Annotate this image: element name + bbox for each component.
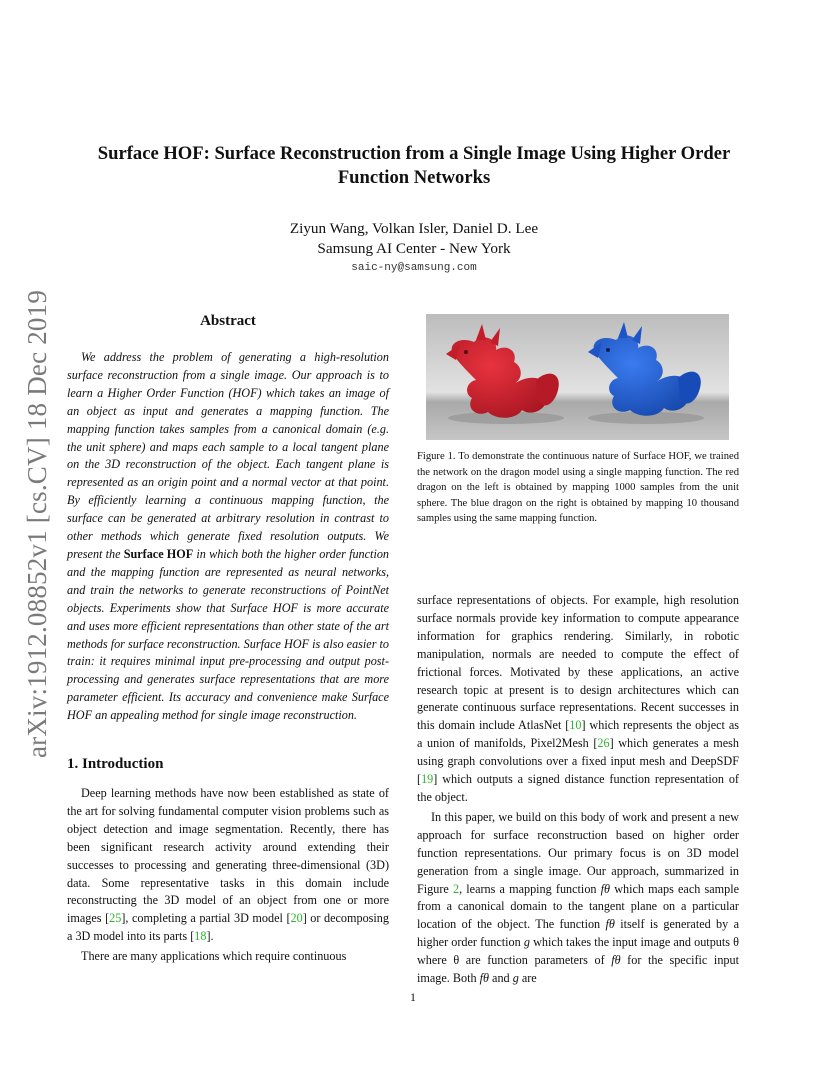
body-text: are — [518, 971, 537, 986]
body-text: which maps each sample from a canonical domain to the tangent plane on a particular location of the object. The function — [417, 881, 740, 932]
body-text: ] which represents the object as a union of manifolds, Pixel2Mesh [ — [417, 718, 739, 751]
body-text: surface representations of objects. For example, high resolution surface normals provide key information to compute appearance information for graphics rendering. Similarly, in robotic manipulation, normals are needed to compute the effect of frictional forces. Motivated by these applications, an active research topic at present is to design architectures which can generate continuous surface representations. Recent successes in this domain include AtlasNet [ — [417, 593, 739, 733]
paper-title — [40, 142, 788, 190]
affiliation: Samsung AI Center - New York — [317, 240, 511, 257]
body-text: In this paper, we build on this body of work and present a new approach for surface reconstruction based on higher order function representations. Our primary focus is on 3D model generation from a single image. Our approach, summarized in Figure — [417, 809, 739, 896]
abstract-bold-term: Surface HOF — [123, 546, 194, 561]
abstract-text — [67, 349, 389, 725]
body-text: for the specific input image. Both — [417, 953, 739, 986]
right-paragraph-1 — [417, 592, 739, 807]
math-symbol: fθ — [600, 881, 611, 896]
citation-link[interactable]: 20 — [290, 911, 303, 926]
right-column-text — [417, 592, 739, 990]
intro-text: ] or decomposing a 3D model into its parts [ — [67, 911, 389, 944]
title-line-2: Function Networks — [337, 167, 491, 188]
body-text: which takes the input image and outputs θ where θ are function parameters of — [417, 935, 739, 968]
author-names: Ziyun Wang, Volkan Isler, Daniel D. Lee — [289, 220, 539, 237]
abstract-part-2: in which both the higher order function and the mapping function are represented as neural networks, and train the networks to generate reconstructions of PointNet objects. Experiments show that Surface HOF is more accurate and uses more efficient representations than other state of the art methods for surface reconstruction. Surface HOF is also easier to train: it requires minimal input pre-processing and output post-processing and generates surface representations that are more parameter efficient. Its accuracy and convenience make Surface HOF an appealing method for single image reconstruction. — [67, 546, 390, 723]
abstract-heading: Abstract — [200, 313, 256, 329]
abstract-part-1: We address the problem of generating a high-resolution surface reconstruction from a single image. Our approach is to learn a Higher Order Function (HOF) which takes an image of an object as input and generates a mapping function. The mapping function takes samples from a canonical domain (e.g. the unit sphere) and maps each sample to a local tangent plane on the 3D reconstruction of the object. Each tangent plane is represented as an origin point and a normal vector at that point. By efficiently learning a continuous mapping function, the surface can be generated at arbitrary resolution in contrast to other methods which generate fixed resolution outputs. We present the — [67, 350, 389, 561]
body-text: and — [489, 971, 513, 986]
body-text: ] which generates a mesh using graph convolutions over a fixed input mesh and DeepSDF [ — [417, 736, 739, 787]
figure-reference-link[interactable]: 2 — [452, 881, 460, 896]
title-line-1: Surface HOF: Surface Reconstruction from a Single Image Using Higher Order — [97, 143, 731, 164]
introduction-text — [67, 785, 389, 968]
arxiv-identifier: arXiv:1912.08852v1 [cs.CV] 18 Dec 2019 — [22, 289, 52, 758]
math-symbol: g — [512, 971, 519, 986]
body-text: ] which outputs a signed distance function representation of the object. — [417, 772, 739, 804]
intro-text: ]. — [206, 929, 214, 944]
figure-1-image — [426, 314, 729, 440]
intro-paragraph-2: There are many applications which require continuous — [81, 949, 347, 964]
section-heading-introduction: 1. Introduction — [67, 756, 164, 772]
figure-1-caption: Figure 1. To demonstrate the continuous nature of Surface HOF, we trained the network on the dragon model using a single mapping function. The red dragon on the left is obtained by mapping 1000 samples from the unit sphere. The blue dragon on the right is obtained by mapping 10 thousand samples using the same mapping function. — [417, 451, 739, 525]
math-symbol: fθ — [479, 971, 489, 986]
body-text: , learns a mapping function — [459, 881, 601, 896]
contact-email[interactable]: saic-ny@samsung.com — [351, 262, 477, 274]
author-block — [40, 219, 788, 259]
citation-link[interactable]: 10 — [569, 718, 582, 733]
intro-paragraph-1 — [67, 785, 389, 946]
citation-link[interactable]: 26 — [597, 736, 610, 751]
citation-link[interactable]: 19 — [421, 772, 434, 787]
right-paragraph-2 — [417, 809, 739, 988]
math-symbol: fθ — [605, 917, 615, 932]
body-text: itself is generated by a higher order function — [417, 917, 739, 950]
math-symbol: g — [523, 935, 530, 950]
math-symbol: fθ — [611, 953, 621, 968]
citation-link[interactable]: 25 — [109, 911, 122, 926]
dragon-render-svg — [426, 314, 729, 440]
intro-text: ], completing a partial 3D model [ — [121, 911, 291, 926]
page-number: 1 — [410, 990, 416, 1004]
citation-link[interactable]: 18 — [194, 929, 207, 944]
intro-text: Deep learning methods have now been established as state of the art for solving fundamental computer vision problems such as object detection and image segmentation. Recently, there has been significant research activity around extending their successes to processing and generating three-dimensional (3D) data. Some representative tasks in this domain include reconstructing the 3D model of an object from one or more images [ — [67, 786, 389, 926]
